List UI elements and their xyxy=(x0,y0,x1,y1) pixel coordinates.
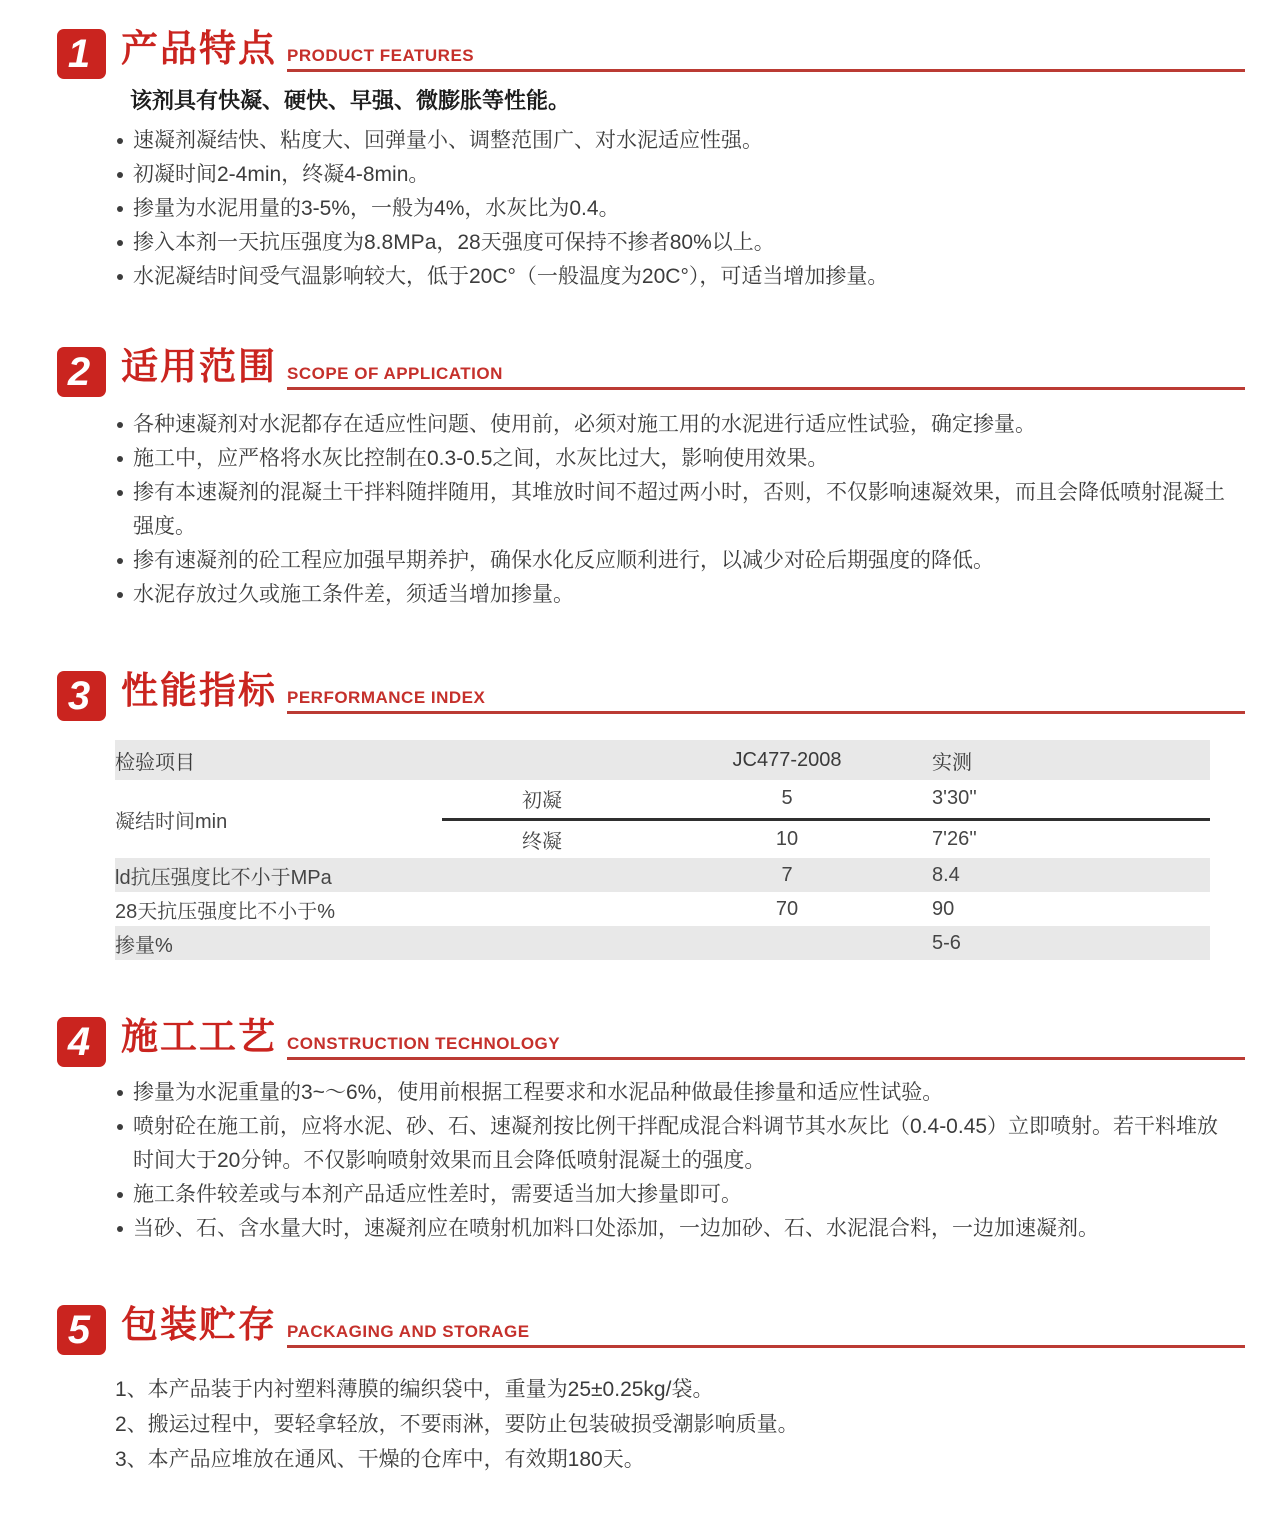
bullet-item: 施工条件较差或与本剂产品适应性差时，需要适当加大掺量即可。 xyxy=(115,1178,1225,1212)
bullet-item: 喷射砼在施工前，应将水泥、砂、石、速凝剂按比例干拌配成混合料调节其水灰比（0.4-0.45）立即喷射。若干料堆放时间大于20分钟。不仅影响喷射效果而且会降低喷射混凝土的强度。 xyxy=(115,1110,1225,1178)
section-packaging-storage xyxy=(0,1298,1280,1477)
cell-standard-value: 10 xyxy=(775,827,799,850)
table-row-dosage xyxy=(115,926,1210,960)
table-row-28d-strength xyxy=(115,892,1210,926)
bullet-item: 掺量为水泥重量的3~～6%，使用前根据工程要求和水泥品种做最佳掺量和适应性试验。 xyxy=(115,1076,1225,1110)
section-4-subtitle: CONSTRUCTION TECHNOLOGY xyxy=(287,1034,1245,1060)
section-product-features xyxy=(0,0,1280,294)
features-bullet-list xyxy=(0,124,1280,294)
cell-measured-value: 90 xyxy=(932,897,955,920)
sub-label-initial-setting: 初凝 xyxy=(442,780,642,819)
table-row-1d-strength xyxy=(115,858,1210,892)
numbered-item: 3、本产品应堆放在通风、干燥的仓库中，有效期180天。 xyxy=(115,1448,645,1471)
bullet-item: 掺入本剂一天抗压强度为8.8MPa，28天强度可保持不掺者80%以上。 xyxy=(115,226,1225,260)
section-1-header xyxy=(57,22,1245,76)
cell-standard-value xyxy=(642,926,932,960)
section-5-header xyxy=(57,1298,1245,1352)
section-1-title: 产品特点 xyxy=(121,28,277,69)
cell-measured-value: 5-6 xyxy=(932,926,1210,960)
section-5-number-badge: 5 xyxy=(57,1305,106,1355)
section-5-title: 包装贮存 xyxy=(121,1304,277,1345)
numbered-item: 2、搬运过程中，要轻拿轻放，不要雨淋，要防止包装破损受潮影响质量。 xyxy=(115,1413,799,1436)
section-4-header xyxy=(57,1010,1245,1064)
construction-bullet-list xyxy=(0,1076,1280,1246)
bullet-item: 速凝剂凝结快、粘度大、回弹量小、调整范围广、对水泥适应性强。 xyxy=(115,124,1225,158)
bullet-item: 初凝时间2-4min，终凝4-8min。 xyxy=(115,158,1225,192)
cell-standard-value: 5 xyxy=(642,780,932,819)
section-3-subtitle: PERFORMANCE INDEX xyxy=(287,688,1245,714)
bullet-item: 施工中，应严格将水灰比控制在0.3-0.5之间，水灰比过大，影响使用效果。 xyxy=(115,442,1225,476)
scope-bullet-list xyxy=(0,408,1280,612)
section-3-number-badge: 3 xyxy=(57,671,106,721)
col-header-inspection-item: 检验项目 xyxy=(115,740,642,780)
section-2-subtitle: SCOPE OF APPLICATION xyxy=(287,364,1245,390)
section-2-number-badge: 2 xyxy=(57,347,106,397)
section-2-header xyxy=(57,340,1245,394)
section-2-title: 适用范围 xyxy=(121,346,277,387)
cell-measured-value: 3'30'' xyxy=(932,780,1210,819)
section-construction-technology xyxy=(0,1010,1280,1246)
bullet-item: 各种速凝剂对水泥都存在适应性问题、使用前，必须对施工用的水泥进行适应性试验，确定掺量。 xyxy=(115,408,1225,442)
bullet-item: 水泥存放过久或施工条件差，须适当增加掺量。 xyxy=(115,578,1225,612)
row-label-dosage: 掺量% xyxy=(115,926,642,960)
cell-measured-value: 7'26'' xyxy=(932,827,977,850)
section-performance-index xyxy=(0,664,1280,960)
bullet-item: 当砂、石、含水量大时，速凝剂应在喷射机加料口处添加，一边加砂、石、水泥混合料，一边加速凝剂。 xyxy=(115,1212,1225,1246)
cell-measured-value: 8.4 xyxy=(932,858,1210,892)
col-header-standard: JC477-2008 xyxy=(642,740,932,780)
section-3-header xyxy=(57,664,1245,718)
table-row-initial-setting xyxy=(115,780,1210,819)
row-label-1d-strength: ld抗压强度比不小于MPa xyxy=(115,858,642,892)
table-header-row xyxy=(115,740,1210,780)
cell-standard-value: 7 xyxy=(642,858,932,892)
bullet-item: 水泥凝结时间受气温影响较大，低于20C°（一般温度为20C°），可适当增加掺量。 xyxy=(115,260,1225,294)
row-label-setting-time: 凝结时间min xyxy=(115,810,228,833)
section-4-number-badge: 4 xyxy=(57,1017,106,1067)
bullet-item: 掺有本速凝剂的混凝土干拌料随拌随用，其堆放时间不超过两小时，否则，不仅影响速凝效果，而且会降低喷射混凝土强度。 xyxy=(115,476,1225,544)
bullet-item: 掺量为水泥用量的3-5%，一般为4%，水灰比为0.4。 xyxy=(115,192,1225,226)
section-5-subtitle: PACKAGING AND STORAGE xyxy=(287,1322,1245,1348)
bullet-item: 掺有速凝剂的砼工程应加强早期养护，确保水化反应顺利进行，以减少对砼后期强度的降低。 xyxy=(115,544,1225,578)
numbered-item: 1、本产品装于内衬塑料薄膜的编织袋中，重量为25±0.25kg/袋。 xyxy=(115,1378,714,1401)
section-3-title: 性能指标 xyxy=(121,670,277,711)
features-intro-line: 该剂具有快凝、硬快、早强、微膨胀等性能。 xyxy=(130,88,571,113)
performance-table xyxy=(115,740,1210,960)
section-scope-of-application xyxy=(0,340,1280,612)
cell-standard-value: 70 xyxy=(775,897,799,920)
section-4-title: 施工工艺 xyxy=(121,1016,277,1057)
section-1-number-badge: 1 xyxy=(57,29,106,79)
section-1-subtitle: PRODUCT FEATURES xyxy=(287,46,1245,72)
packaging-numbered-list xyxy=(115,1372,1225,1477)
sub-label-final-setting: 终凝 xyxy=(522,830,562,853)
col-header-measured: 实测 xyxy=(932,740,1210,780)
row-label-28d-strength: 28天抗压强度比不小于% xyxy=(115,900,336,923)
